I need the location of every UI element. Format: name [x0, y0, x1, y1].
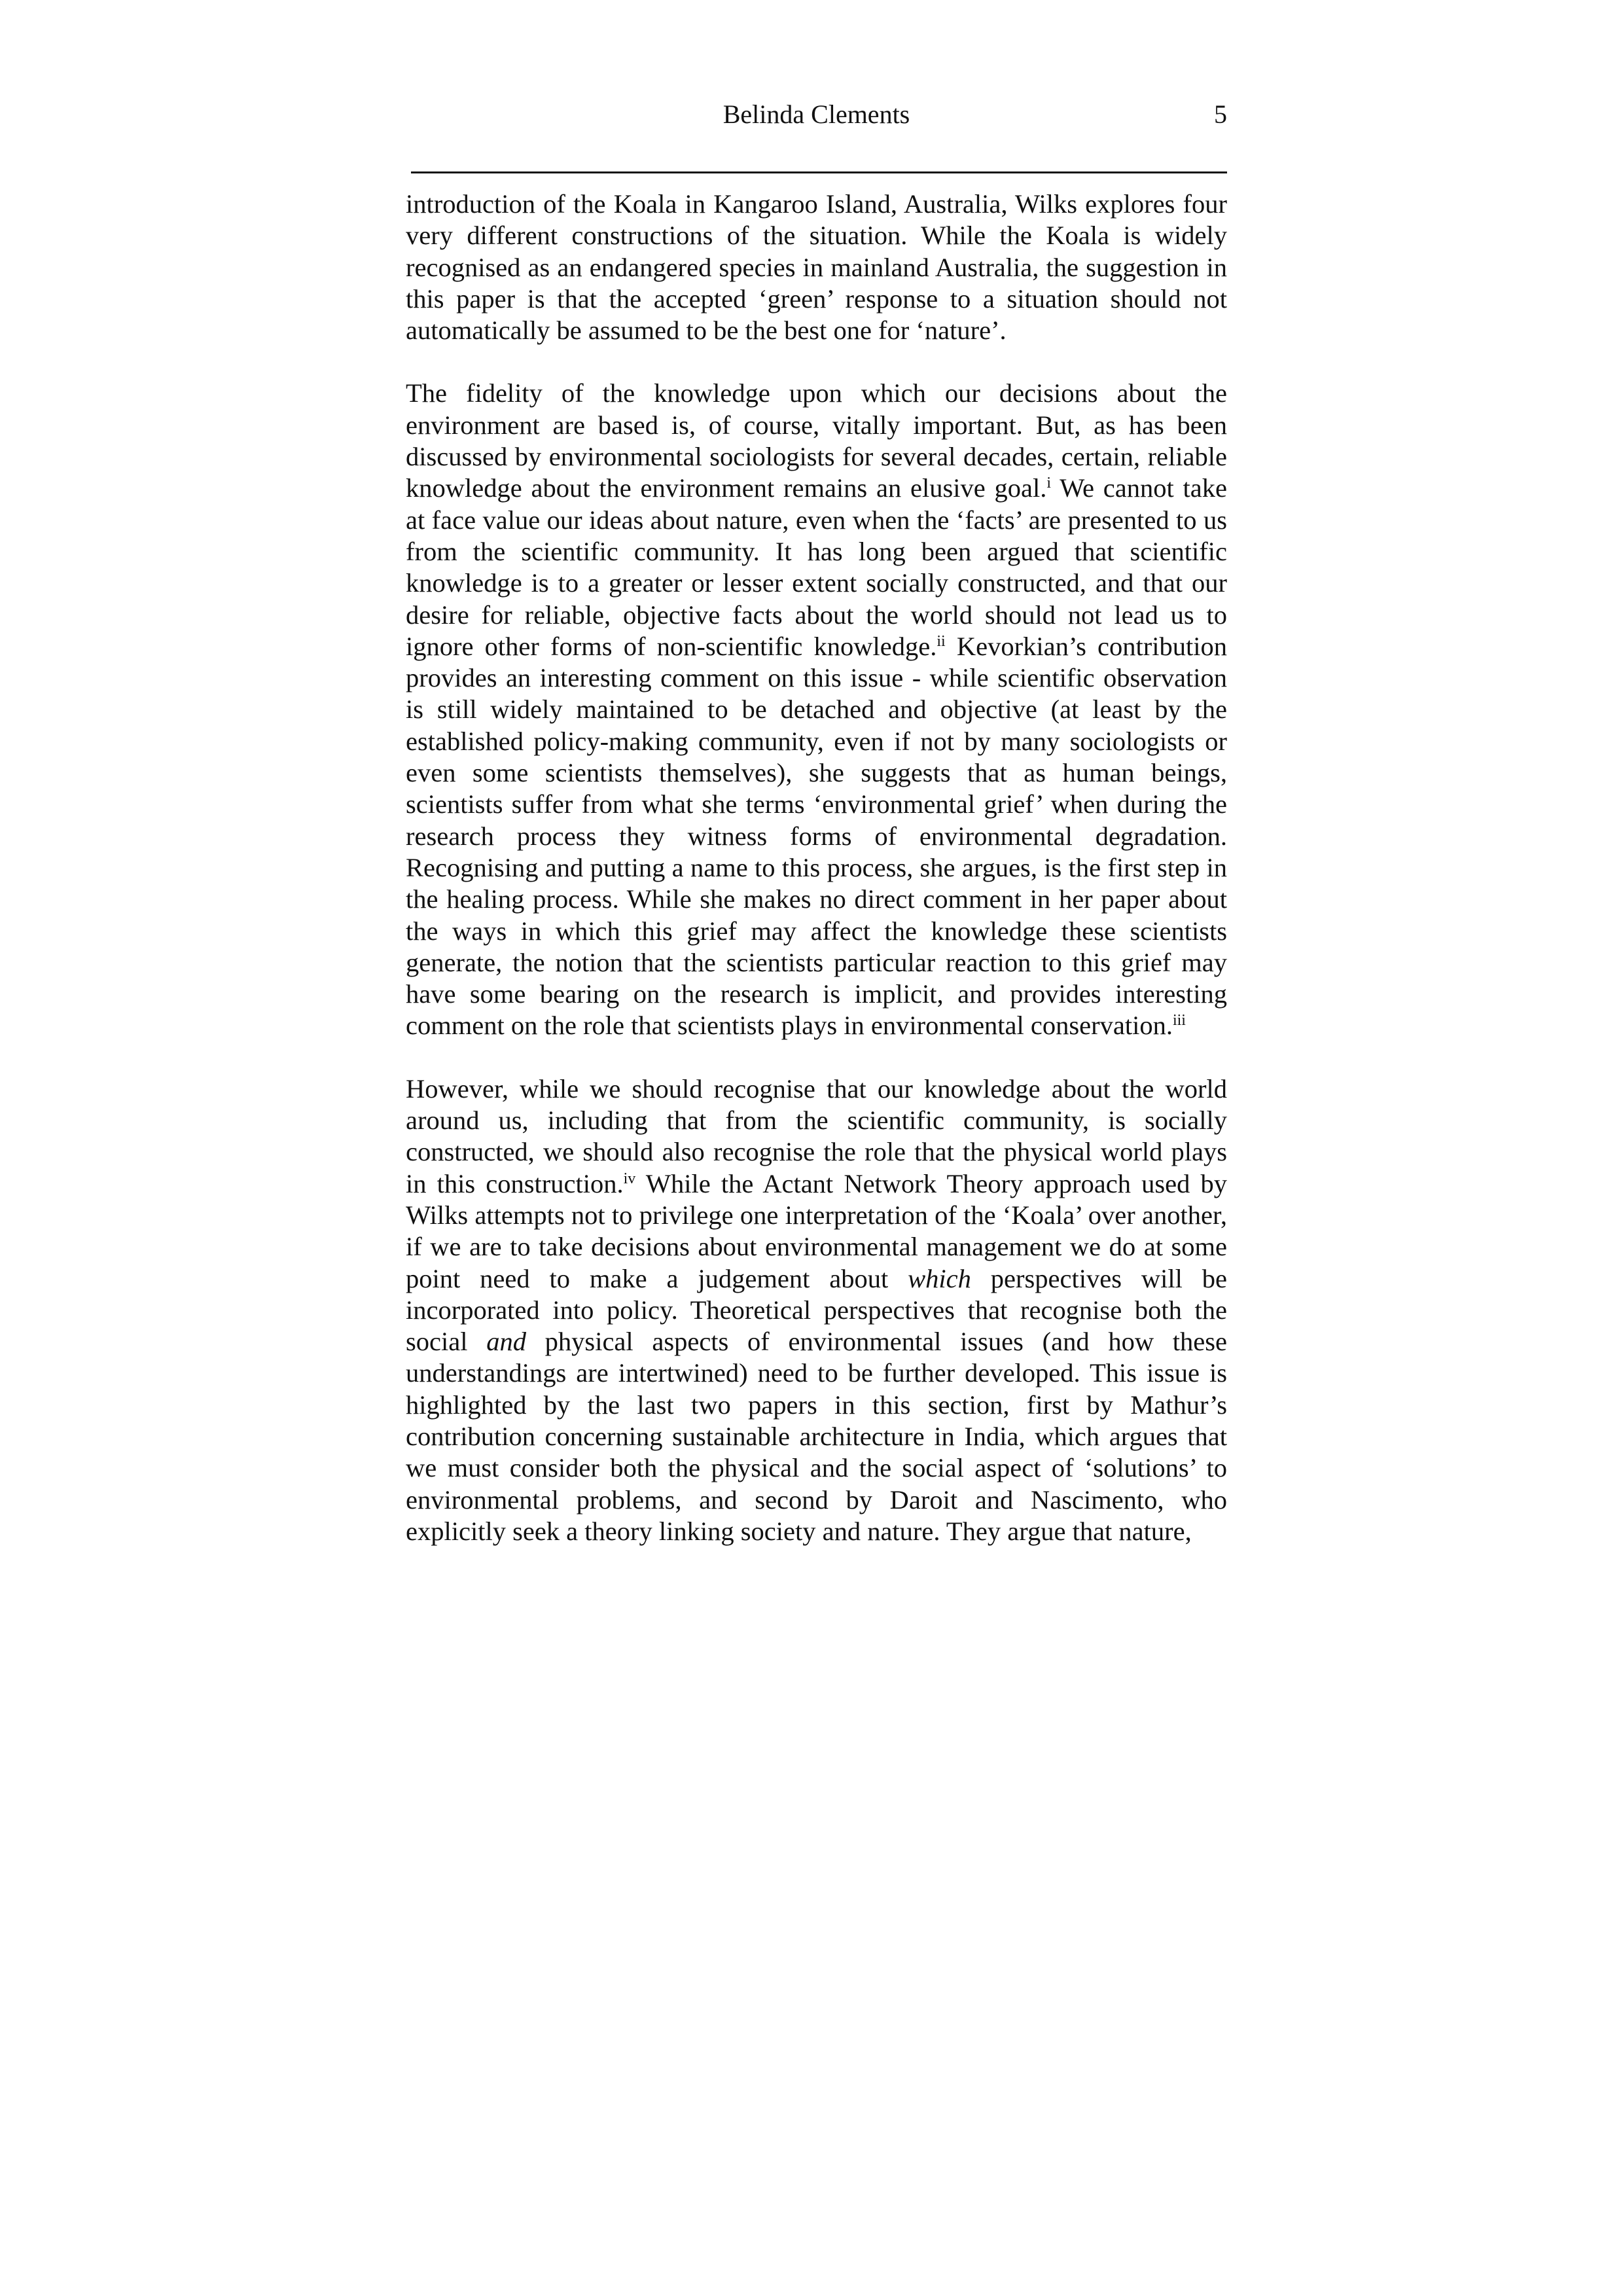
running-header: [406, 95, 1227, 134]
endnote-ref-iv: iv: [623, 1170, 636, 1187]
body-text: [406, 188, 1227, 1579]
paragraph-3-text-a: However, while we should recognise that our knowledge about the world around us, including that from the scientific community, is socially constructed, we should also recognise the role that the physical world plays in this construction.: [406, 1073, 1227, 1198]
paragraph-2-text-b: We cannot take at face value our ideas about nature, even when the ‘facts’ are presented to us from the scientific community. It has long been argued that scientific knowledge is to a greater or lesser extent socially constructed, and that our desire for reliable, objective facts about the world should not lead us to ignore other forms of non-scientific knowledge.: [406, 473, 1227, 661]
paragraph-3: [406, 1073, 1227, 1547]
emphasis-which: which: [908, 1263, 971, 1293]
paragraph-2: [406, 378, 1227, 1041]
paragraph-2-text-c: Kevorkian’s contribution provides an interesting comment on this issue - while scientific observation is still widely maintained to be detached and objective (at least by the established policy-making community, even if not by many sociologists or even some scientists themselves), she suggests that as human beings, scientists suffer from what she terms ‘environmental grief’ when during the research process they witness forms of environmental degradation. Recognising and putting a name to this process, she argues, is the first step in the healing process. While she makes no direct comment in her paper about the ways in which this grief may affect the knowledge these scientists generate, the notion that the scientists particular reaction to this grief may have some bearing on the research is implicit, and provides interesting comment on the role that scientists plays in environmental conservation.: [406, 631, 1227, 1041]
paragraph-3-text-b: While the Actant Network Theory approach used by Wilks attempts not to privilege one interpretation of the ‘Koala’ over another, if we are to take decisions about environmental management we do at some point need to make a judgement about: [406, 1168, 1227, 1293]
endnote-ref-iii: iii: [1172, 1012, 1186, 1030]
emphasis-and: and: [486, 1327, 526, 1357]
paragraph-3-text-c: perspectives will be incorporated into policy. Theoretical perspectives that recognise both the social: [406, 1263, 1227, 1357]
endnote-ref-ii: ii: [936, 632, 946, 650]
header-author: Belinda Clements: [722, 99, 910, 129]
paragraph-2-text-a: The fidelity of the knowledge upon which our decisions about the environment are based is, of course, vitally important. But, as has been discussed by environmental sociologists for several decades, certain, reliable knowledge about the environment remains an elusive goal.: [406, 378, 1227, 503]
paragraph-1-text: introduction of the Koala in Kangaroo Island, Australia, Wilks explores four very different constructions of the situation. While the Koala is widely recognised as an endangered species in mainland Australia, the suggestion in this paper is that the accepted ‘green’ response to a situation should not automatically be assumed to be the best one for ‘nature’.: [406, 189, 1227, 346]
page-number: 5: [1214, 99, 1227, 129]
paragraph-3-text-d: physical aspects of environmental issues (and how these understandings are intertwined) need to be further developed. This issue is highlighted by the last two papers in this section, first by Mathur’s contribution concerning sustainable architecture in India, which argues that we must consider both the physical and the social aspect of ‘solutions’ to environmental problems, and second by Daroit and Nascimento, who explicitly seek a theory linking society and nature. They argue that nature,: [406, 1327, 1228, 1546]
paragraph-1: [406, 188, 1227, 346]
header-rule: [411, 171, 1227, 173]
endnote-ref-i: i: [1046, 475, 1052, 492]
